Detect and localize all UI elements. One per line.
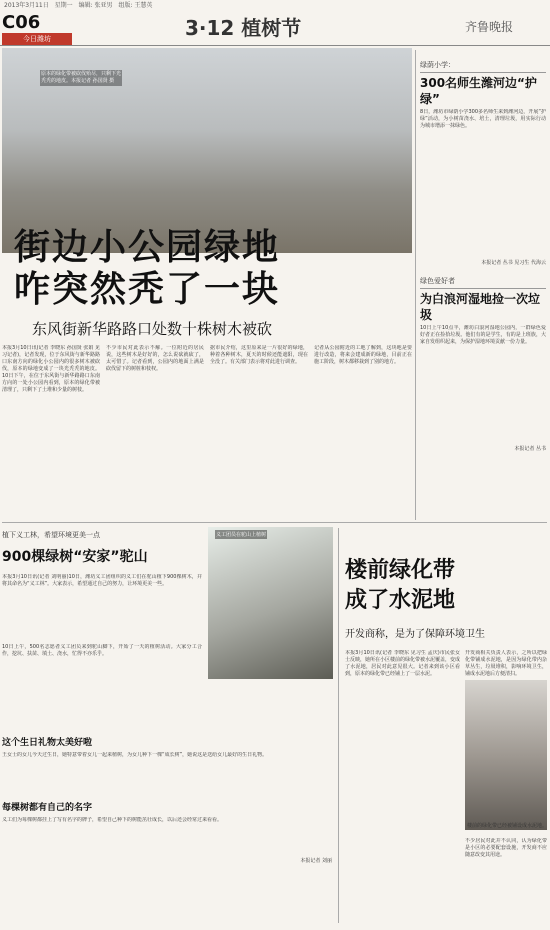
bottom-right-text-1: 本报3月10日讯(记者 李晓东 见习生 孟庆)市民张女士反映，她所在小区楼前的绿化带被水泥覆盖，变成了水泥地，居民对此意见很大。记者来到该小区看到，原本的绿化带已经铺上了一层水泥。 (345, 650, 460, 677)
lead-column-2: 不少市民对此表示不解。一位附近的居民说，这些树木是好好的，怎么说砍就砍了，太可惜了。记者看到，公园内的地面上满是砍伐留下的树桩和枝杈。 (106, 345, 204, 372)
bottom-left-article (2, 530, 202, 704)
bottom-right-headline-line1: 楼前绿化带 (345, 557, 456, 583)
bottom-left-text-2: 10日上午，500名志愿者义工团员来到驼山脚下，开始了一天的植树活动。大家分工合作，挖坑、扶苗、填土、浇水，忙得不亦乐乎。 (2, 644, 202, 657)
lead-headline-line1: 街边小公园绿地 (14, 226, 281, 268)
bottom-left-byline: 本报记者 刘丽 (300, 858, 332, 864)
lead-subhead: 东风街新华路路口处数十株树木被砍 (32, 320, 273, 338)
bottom-right-subhead: 开发商称，是为了保障环境卫生 (345, 629, 485, 640)
sidebar-text-2: 10日上午10点半，潍坊白浪河湿地公园内，一群绿色爱好者正在捡拾垃圾。他们有的是学生，有的是上班族，大家自发组织起来，为保护湿地环境贡献一份力量。 (420, 325, 546, 345)
sidebar-byline-2: 本报记者 丛书 (514, 446, 546, 452)
sidebar-label-2: 绿色爱好者 (420, 276, 546, 289)
bottom-left-subtitle-2: 这个生日礼物太美好啦 (2, 738, 93, 748)
sidebar-title-2: 为白浪河湿地捡一次垃圾 (420, 292, 541, 322)
bottom-right-headline (345, 555, 455, 615)
sidebar-title-1: 300名师生潍河边“护绿” (420, 76, 537, 106)
newspaper-name: 齐鲁晚报 (465, 20, 514, 34)
bottom-left-text-4: 义工们为每棵树都挂上了写有名字的牌子，希望自己种下的树能茁壮成长，以后还会经常过来看看。 (2, 817, 223, 823)
bottom-right-text-2: 开发商相关负责人表示，之所以把绿化带铺成水泥地，是因为绿化带内杂草丛生，垃圾堆积，影响环境卫生，铺成水泥地后方便清扫。 (465, 650, 547, 677)
header-design: 组版: 王慧英 (118, 2, 153, 9)
sidebar-text-1: 8日，潍坊市绿荫小学300多名师生来到潍河边，开展“护绿”活动，为小树苗浇水、培土，清理垃圾，用实际行动为城市增添一抹绿色。 (420, 109, 546, 129)
section-divider (2, 522, 547, 523)
lead-headline-line2: 咋突然秃了一块 (14, 268, 281, 310)
bottom-left-text-1: 本报3月10日讯(记者 刘明丽)10日，潍坊义工团组织的义工们在驼山植下900棵树木，并将其命名为“义工林”。大家表示，希望通过自己的努力，让环境更美一些。 (2, 574, 202, 587)
lead-photo-caption: 原本的绿化带被砍伐殆尽，只剩下光秃秃的地皮。本报记者 孙国贤 摄 (41, 71, 122, 84)
lead-column-4: 记者从公园附近的工地了解到，这块地是要进行改造，将来会建成新的绿地，目前正在施工阶段，树木都移栽到了别的地方。 (314, 345, 412, 365)
lead-column-3: 据市民介绍，这里原来是一片很好的绿地，种着各种树木，夏天的时候还能遮阳，现在全没了。有关部门表示将对此进行调查。 (210, 345, 308, 365)
bottom-column-divider (338, 528, 339, 923)
bottom-left-subtitle-3: 每棵树都有自己的名字 (2, 803, 93, 813)
bottom-left-tag: 植下义工林，希望环境更美一点 (2, 531, 100, 539)
sidebar-byline-1: 本报记者 丛书 见习生 代海云 (481, 260, 546, 266)
cement-ground-photo (465, 680, 547, 830)
section-tag: 今日潍坊 (2, 33, 72, 45)
header-weekday: 星期一 (54, 2, 73, 9)
tree-planting-photo-caption: 义工团员在驼山上植树 (216, 532, 267, 538)
bottom-left-subsections (2, 735, 332, 864)
right-sidebar (420, 60, 546, 452)
header-date: 2013年3月11日 (4, 2, 49, 9)
header-rule (0, 45, 550, 46)
lead-column-1: 本报3月10日讯(记者 李晓东 孙国贤 张娟 见习记者)，记者发现，位于东风街与新华路路口东南方向的绿化小公园内的很多树木被砍伐，原本的绿地变成了一块光秃秃的地皮。10日下午，在位于东风街与新华路路口东南方向的一处小公园内看到，原本的绿化带被清理了，只剩下了土堆和少量的树枝。 (2, 345, 100, 393)
bottom-right-text-3: 不少居民对此并不认同，认为绿化带是小区的必要配套设施，开发商不应随意改变其用途。 (465, 838, 547, 858)
tree-planting-photo (208, 527, 333, 679)
lead-headline (14, 226, 280, 310)
sidebar-label-1: 绿荫小学： (420, 60, 546, 73)
arbor-day-logo: 3·12 植树节 (185, 16, 302, 40)
column-divider (415, 50, 416, 520)
bottom-left-text-3: 王女士的女儿今天过生日，她特意带着女儿一起来植树，为女儿种下一棵“成长树”，她说这是送给女儿最好的生日礼物。 (2, 752, 268, 758)
header-editor: 编辑: 张亚男 (78, 2, 113, 9)
bottom-left-title: 900棵绿树“安家”驼山 (2, 549, 148, 565)
bottom-right-headline-line2: 成了水泥地 (345, 587, 456, 613)
cement-ground-photo-caption: 楼前的绿化带已经被铺设成水泥地。 (467, 823, 548, 829)
page-number: C06 (2, 12, 41, 33)
page-header-bar (0, 0, 550, 12)
